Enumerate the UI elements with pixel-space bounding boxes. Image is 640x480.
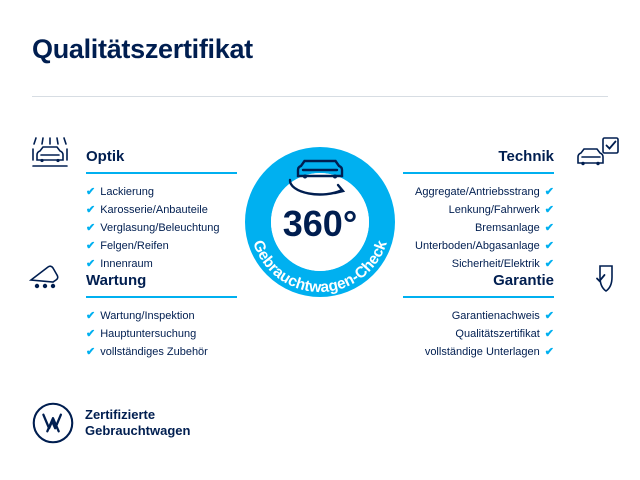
list-item-label: vollständiges Zubehör bbox=[100, 346, 208, 358]
section-wartung bbox=[32, 272, 237, 377]
section-title-optik: Optik bbox=[86, 148, 125, 165]
list-item bbox=[403, 343, 608, 361]
check-icon: ✔ bbox=[86, 346, 96, 358]
footer-line-2: Gebrauchtwagen bbox=[85, 423, 191, 438]
list-item bbox=[403, 237, 608, 255]
checklist-wartung bbox=[32, 307, 237, 361]
list-item-label: Lenkung/Fahrwerk bbox=[448, 204, 540, 216]
list-item bbox=[403, 183, 608, 201]
list-item-label: Lackierung bbox=[100, 186, 155, 198]
list-item-label: Hauptuntersuchung bbox=[100, 328, 197, 340]
check-icon: ✔ bbox=[86, 240, 96, 252]
checklist-garantie bbox=[403, 307, 608, 361]
check-icon: ✔ bbox=[544, 186, 554, 198]
list-item-label: Bremsanlage bbox=[474, 222, 540, 234]
badge-curved-text: Gebrauchtwagen-Check bbox=[249, 237, 391, 297]
list-item-label: Qualitätszertifikat bbox=[455, 328, 540, 340]
list-item-label: Wartung/Inspektion bbox=[100, 310, 195, 322]
header-divider bbox=[32, 96, 608, 97]
badge-degrees: 360° bbox=[282, 203, 358, 244]
check-icon: ✔ bbox=[86, 204, 96, 216]
list-item-label: Unterboden/Abgasanlage bbox=[415, 240, 540, 252]
section-header bbox=[403, 272, 608, 298]
list-item-label: Felgen/Reifen bbox=[100, 240, 169, 252]
list-item bbox=[403, 201, 608, 219]
footer-line-1: Zertifizierte bbox=[85, 407, 156, 422]
section-title-technik: Technik bbox=[498, 148, 554, 165]
check-icon: ✔ bbox=[544, 328, 554, 340]
check-icon: ✔ bbox=[86, 258, 96, 270]
list-item bbox=[32, 219, 237, 237]
section-title-wartung: Wartung bbox=[86, 272, 147, 289]
list-item bbox=[403, 307, 608, 325]
list-item-label: vollständige Unterlagen bbox=[424, 346, 540, 358]
list-item-label: Verglasung/Beleuchtung bbox=[100, 222, 220, 234]
check-icon: ✔ bbox=[544, 222, 554, 234]
page-title: Qualitätszertifikat bbox=[32, 34, 253, 64]
list-item bbox=[32, 307, 237, 325]
list-item bbox=[32, 183, 237, 201]
list-item bbox=[403, 325, 608, 343]
checklist-technik bbox=[403, 183, 608, 273]
check-icon: ✔ bbox=[544, 310, 554, 322]
list-item-label: Garantienachweis bbox=[451, 310, 540, 322]
footer-text bbox=[85, 407, 190, 439]
check-icon: ✔ bbox=[544, 346, 554, 358]
list-item-label: Sicherheit/Elektrik bbox=[451, 258, 540, 270]
section-header bbox=[32, 148, 237, 174]
check-icon: ✔ bbox=[544, 240, 554, 252]
list-item bbox=[32, 325, 237, 343]
section-garantie bbox=[403, 272, 608, 377]
section-header bbox=[32, 272, 237, 298]
check-icon: ✔ bbox=[86, 186, 96, 198]
check-icon: ✔ bbox=[86, 328, 96, 340]
list-item bbox=[32, 237, 237, 255]
list-item bbox=[32, 343, 237, 361]
section-title-garantie: Garantie bbox=[493, 272, 554, 289]
badge-360-check bbox=[228, 118, 412, 302]
list-item bbox=[403, 219, 608, 237]
vw-logo bbox=[32, 402, 74, 444]
section-header bbox=[403, 148, 608, 174]
check-icon: ✔ bbox=[86, 310, 96, 322]
check-icon: ✔ bbox=[544, 204, 554, 216]
checklist-optik bbox=[32, 183, 237, 273]
list-item-label: Innenraum bbox=[100, 258, 153, 270]
list-item bbox=[32, 201, 237, 219]
list-item-label: Karosserie/Anbauteile bbox=[100, 204, 208, 216]
check-icon: ✔ bbox=[544, 258, 554, 270]
list-item-label: Aggregate/Antriebsstrang bbox=[415, 186, 540, 198]
check-icon: ✔ bbox=[86, 222, 96, 234]
footer-branding bbox=[32, 402, 190, 444]
